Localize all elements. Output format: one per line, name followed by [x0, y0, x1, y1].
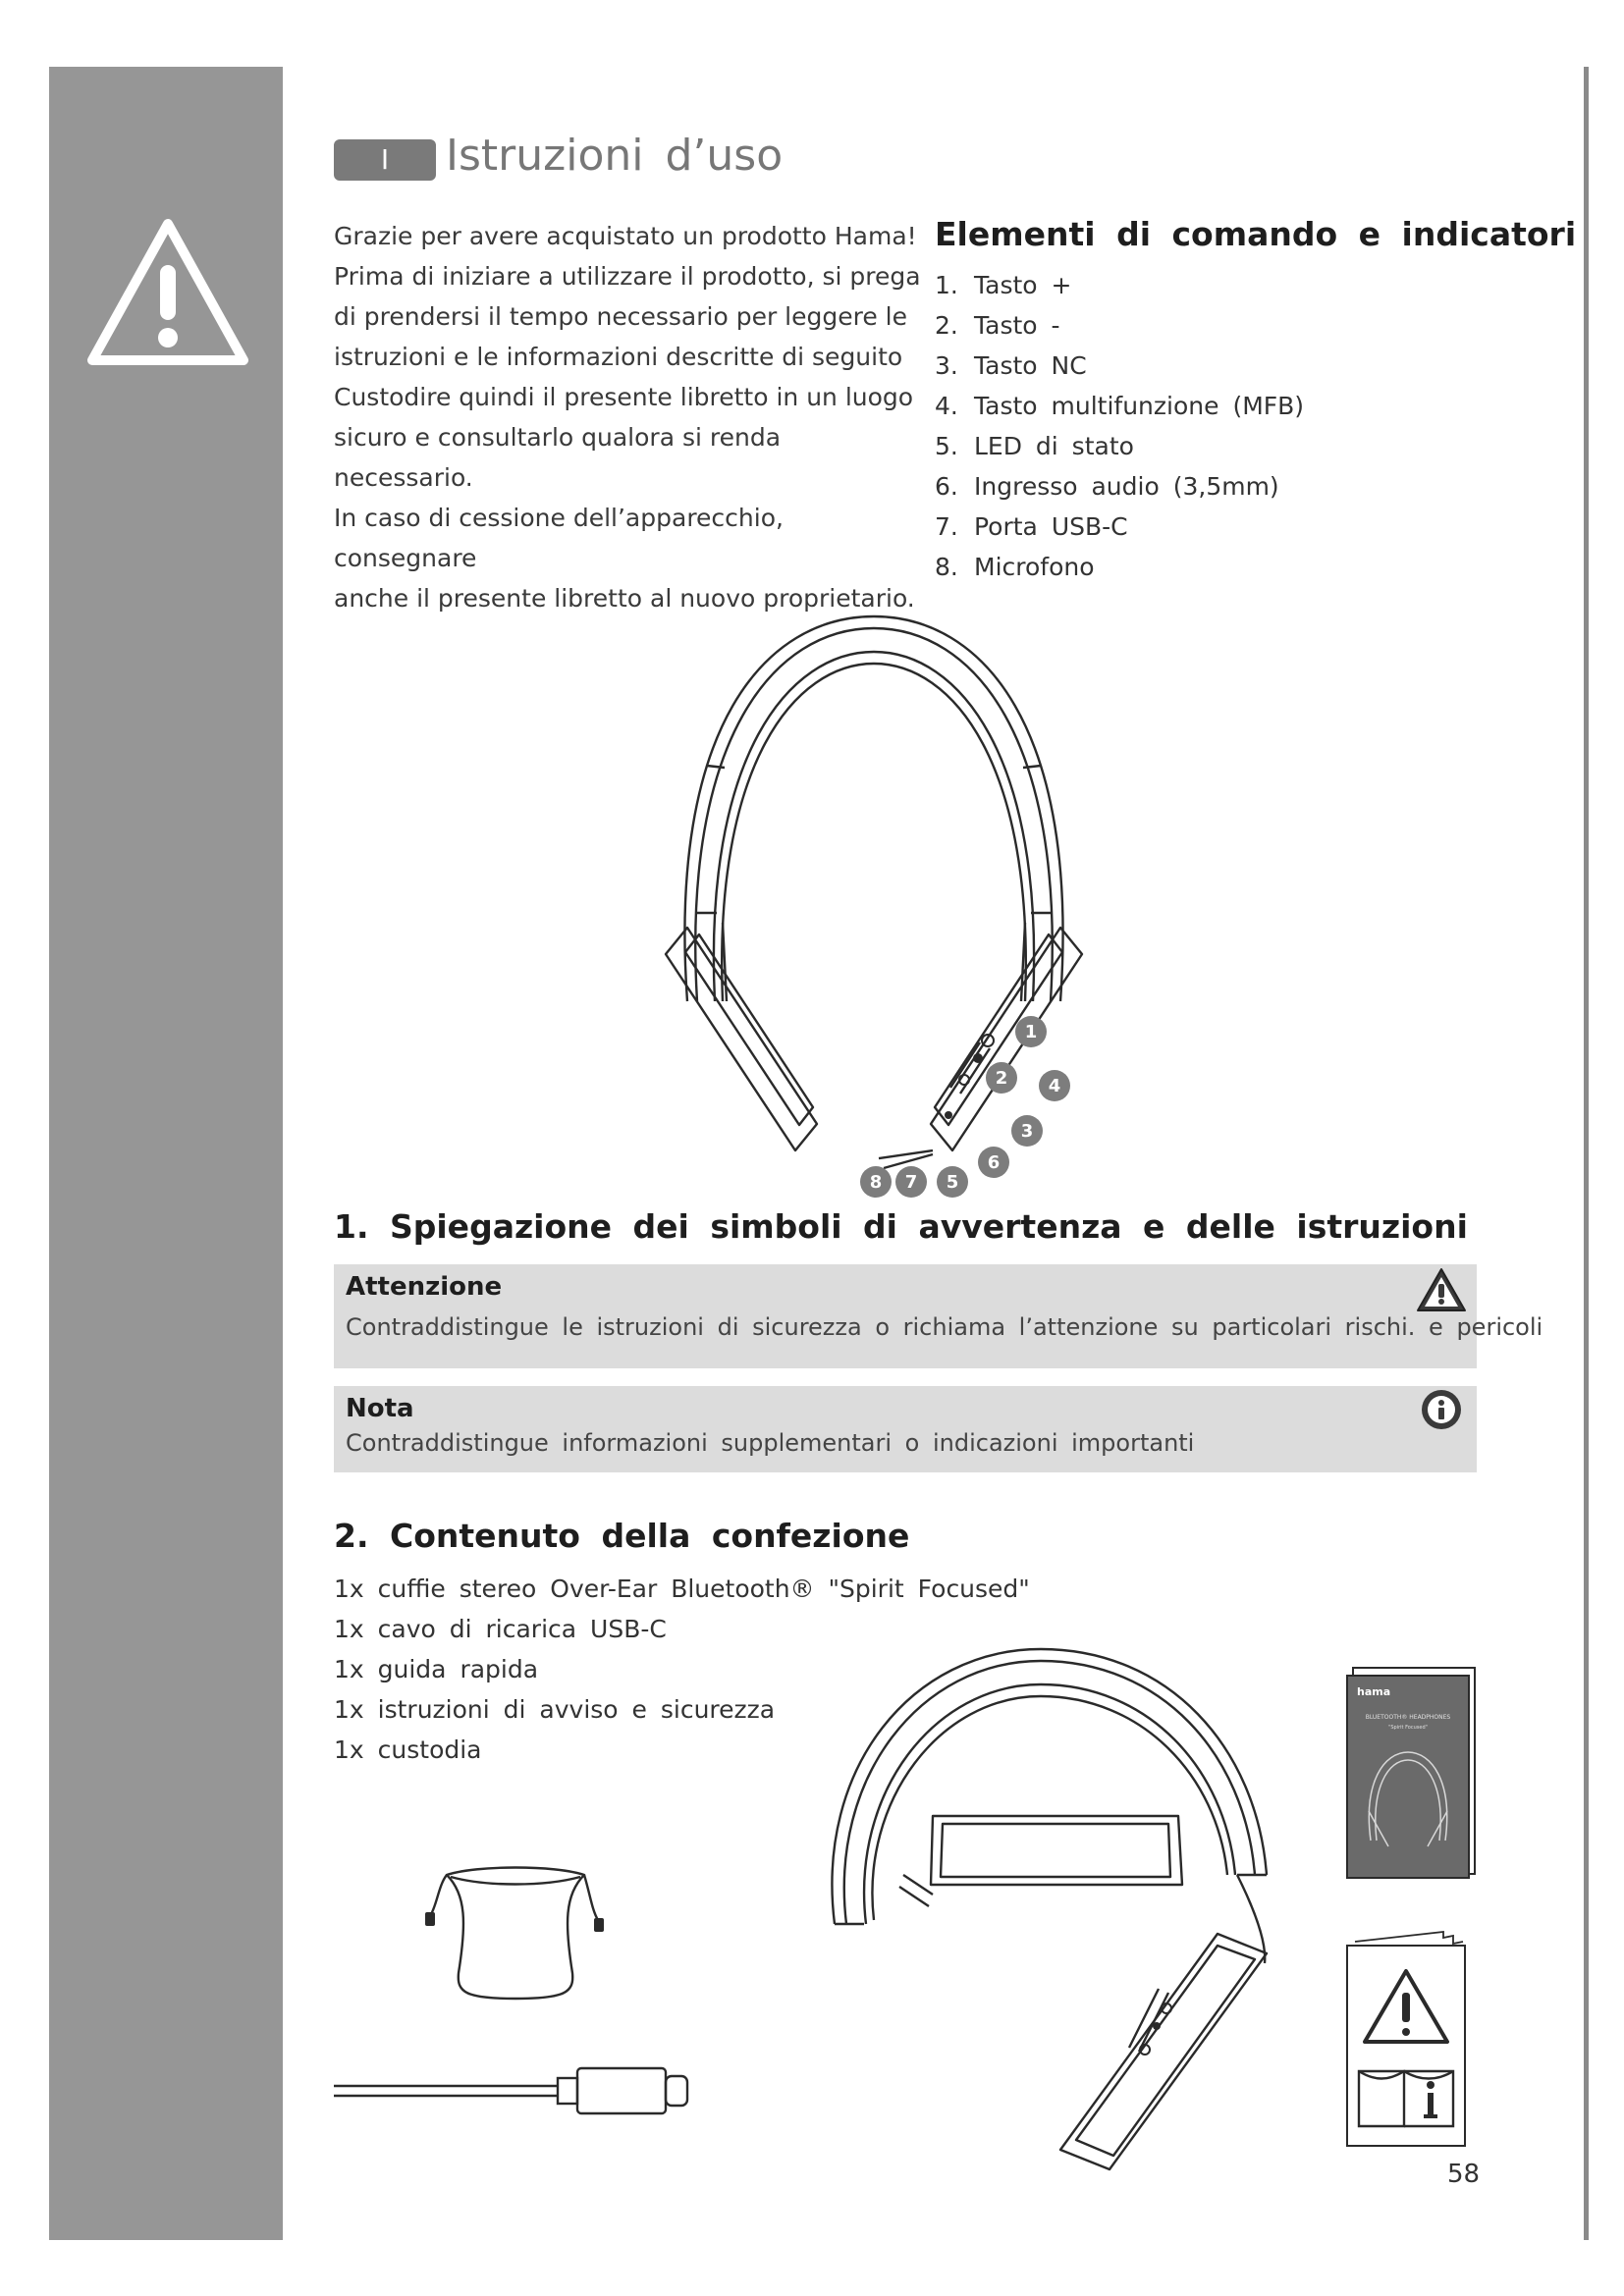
- list-item: 1x cuffie stereo Over-Ear Bluetooth® "Spirit Focused": [334, 1575, 1030, 1603]
- note-heading: Nota: [346, 1394, 414, 1423]
- controls-heading: Elementi di comando e indicatori: [935, 215, 1577, 253]
- note-box: [334, 1386, 1477, 1472]
- intro-line: Prima di iniziare a utilizzare il prodotto, si prega: [334, 262, 921, 291]
- language-badge: I: [334, 139, 436, 181]
- intro-line: Grazie per avere acquistato un prodotto Hama!: [334, 222, 917, 250]
- list-item: 7. Porta USB-C: [935, 512, 1128, 541]
- page-number: 58: [1447, 2160, 1481, 2189]
- list-item: 1x istruzioni di avviso e sicurezza: [334, 1695, 776, 1724]
- list-item: 1x guida rapida: [334, 1655, 539, 1683]
- section-2-heading: 2. Contenuto della confezione: [334, 1517, 910, 1555]
- note-text: Contraddistingue informazioni supplementari o indicazioni importanti: [346, 1429, 1195, 1457]
- intro-line: Custodire quindi il presente libretto in un luogo: [334, 383, 914, 411]
- attention-heading: Attenzione: [346, 1272, 503, 1302]
- intro-line: di prendersi il tempo necessario per leggere le: [334, 302, 908, 331]
- controls-list: [935, 265, 1304, 587]
- attention-text: Contraddistingue le istruzioni di sicurezza o richiama l’attenzione su particolari rischi. e pericoli: [346, 1313, 1543, 1341]
- list-item: 3. Tasto NC: [935, 351, 1087, 380]
- safety-instructions-illustration: [1345, 1924, 1483, 2150]
- list-item: 4. Tasto multifunzione (MFB): [935, 392, 1305, 420]
- usb-c-cable-illustration: [334, 2056, 697, 2125]
- intro-line: sicuro e consultarlo qualora si renda necessario.: [334, 423, 782, 492]
- callout-label: 5: [946, 1172, 959, 1193]
- intro-line: In caso di cessione dell’apparecchio, consegnare: [334, 504, 784, 572]
- warning-triangle-icon: [1416, 1266, 1467, 1313]
- intro-text: [334, 216, 923, 618]
- list-item: 5. LED di stato: [935, 432, 1134, 460]
- callout-label: 2: [995, 1068, 1008, 1089]
- attention-box: [334, 1264, 1543, 1368]
- intro-line: anche il presente libretto al nuovo proprietario.: [334, 584, 915, 613]
- pouch-illustration: [417, 1855, 614, 2012]
- info-icon: [1416, 1388, 1467, 1435]
- list-item: 6. Ingresso audio (3,5mm): [935, 472, 1279, 501]
- headphones-front-illustration: [648, 589, 1100, 1227]
- section-1-heading: 1. Spiegazione dei simboli di avvertenza e delle istruzioni: [334, 1207, 1468, 1246]
- list-item: 1x custodia: [334, 1735, 482, 1764]
- callout-label: 6: [987, 1152, 1001, 1173]
- callout-label: 8: [869, 1172, 883, 1193]
- warning-triangle-icon: [84, 216, 251, 368]
- page-title: Istruzioni d’uso: [446, 131, 784, 181]
- guide-brand: hama: [1357, 1685, 1391, 1698]
- guide-model: "Spirit Focused": [1388, 1725, 1428, 1731]
- list-item: 2. Tasto -: [935, 311, 1060, 340]
- guide-subtitle: BLUETOOTH® HEADPHONES: [1365, 1714, 1451, 1721]
- headphones-folded-illustration: [805, 1629, 1335, 2179]
- list-item: 1. Tasto +: [935, 271, 1072, 299]
- callout-label: 7: [904, 1172, 918, 1193]
- list-item: 8. Microfono: [935, 553, 1095, 581]
- intro-line: istruzioni e le informazioni descritte di seguito: [334, 343, 903, 371]
- callout-label: 3: [1020, 1121, 1034, 1142]
- callout-label: 1: [1024, 1022, 1038, 1042]
- quick-guide-illustration: [1345, 1664, 1483, 1880]
- left-sidebar: [49, 67, 283, 2240]
- list-item: 1x cavo di ricarica USB-C: [334, 1615, 667, 1643]
- right-margin-rule: [1584, 67, 1589, 2240]
- callout-label: 4: [1048, 1076, 1061, 1096]
